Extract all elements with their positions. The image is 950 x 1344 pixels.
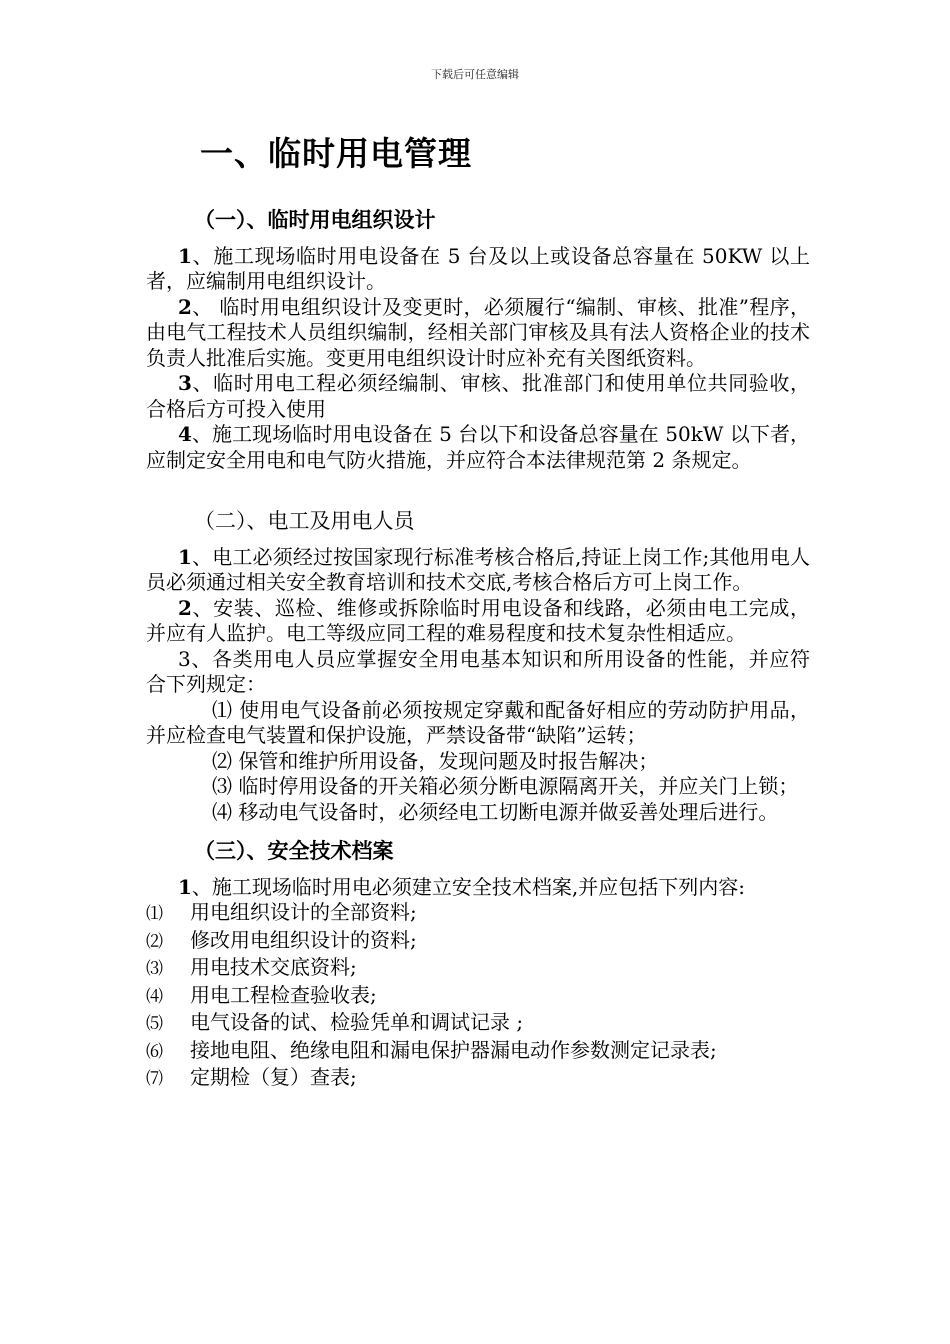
section-1-paragraph-1: 1、施工现场临时用电设备在 5 台及以上或设备总容量在 50KW 以上者，应编制用电组织设计。 bbox=[146, 243, 810, 293]
list-item: ⑶ 用电技术交底资料; bbox=[146, 955, 357, 979]
section-2-paragraph-3: 3、各类用电人员应掌握安全用电基本知识和所用设备的性能，并应符合下列规定： bbox=[146, 646, 810, 696]
section-3-paragraph-1: 1、施工现场临时用电必须建立安全技术档案,并应包括下列内容: bbox=[178, 874, 746, 899]
page-title: 一、临时用电管理 bbox=[200, 134, 472, 173]
section-2-subitem-4: ⑷ 移动电气设备时，必须经电工切断电源并做妥善处理后进行。 bbox=[212, 799, 779, 824]
list-item: ⑸ 电气设备的试、检验凭单和调试记录 ; bbox=[146, 1010, 524, 1034]
section-2-heading: （二）、电工及用电人员 bbox=[194, 509, 415, 533]
section-1-paragraph-2: 2、 临时用电组织设计及变更时，必须履行“编制、审核、批准”程序，由电气工程技术人员组织编制，经相关部门审核及具有法人资格企业的技术负责人批准后实施。变更用电组织设计时应补充有关图纸资料。 bbox=[146, 294, 810, 370]
section-1-paragraph-4: 4、施工现场临时用电设备在 5 台以下和设备总容量在 50kW 以下者，应制定安全用电和电气防火措施，并应符合本法律规范第 2 条规定。 bbox=[146, 422, 810, 472]
section-1-heading: （一）、临时用电组织设计 bbox=[194, 208, 436, 232]
section-2-subitem-1: ⑴ 使用电气设备前必须按规定穿戴和配备好相应的劳动防护用品，并应检查电气装置和保护设施，严禁设备带“缺陷”运转； bbox=[146, 697, 810, 747]
section-3-heading: （三）、安全技术档案 bbox=[194, 839, 394, 863]
header-note: 下载后可任意编辑 bbox=[431, 68, 519, 81]
section-1-paragraph-3: 3、临时用电工程必须经编制、审核、批准部门和使用单位共同验收，合格后方可投入使用 bbox=[146, 371, 810, 421]
list-item: ⑷ 用电工程检查验收表; bbox=[146, 982, 377, 1007]
section-2-subitem-2: ⑵ 保管和维护所用设备，发现问题及时报告解决； bbox=[212, 748, 659, 773]
list-item: ⑵ 修改用电组织设计的资料; bbox=[146, 927, 417, 952]
document-body bbox=[146, 208, 810, 1093]
section-2-subitem-3: ⑶ 临时停用设备的开关箱必须分断电源隔离开关，并应关门上锁； bbox=[212, 774, 799, 798]
list-item: ⑹ 接地电阻、绝缘电阻和漏电保护器漏电动作参数测定记录表; bbox=[146, 1037, 717, 1062]
list-item: ⑺ 定期检（复）查表; bbox=[146, 1065, 357, 1089]
section-2-paragraph-1: 1、电工必须经过按国家现行标准考核合格后,持证上岗工作;其他用电人员必须通过相关安全教育培训和技术交底,考核合格后方可上岗工作。 bbox=[146, 544, 810, 594]
list-item: ⑴ 用电组织设计的全部资料; bbox=[146, 900, 417, 924]
section-2-paragraph-2: 2、安装、巡检、维修或拆除临时用电设备和线路，必须由电工完成，并应有人监护。电工等级应同工程的难易程度和技术复杂性相适应。 bbox=[146, 595, 810, 645]
